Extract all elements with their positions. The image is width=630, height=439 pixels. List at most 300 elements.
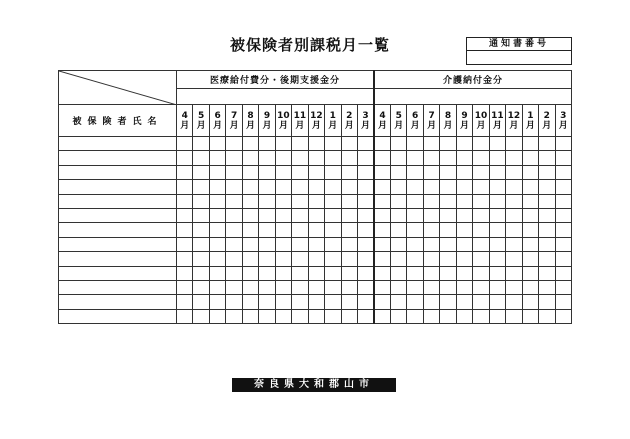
month-cell[interactable] [407,194,423,208]
month-cell[interactable] [292,137,308,151]
month-cell[interactable] [423,180,439,194]
month-cell[interactable] [341,223,357,237]
month-cell[interactable] [506,252,522,266]
month-cell[interactable] [539,151,555,165]
month-cell[interactable] [473,266,489,280]
month-cell[interactable] [489,194,505,208]
month-cell[interactable] [539,252,555,266]
month-cell[interactable] [390,165,406,179]
month-cell[interactable] [440,252,456,266]
month-cell[interactable] [226,237,242,251]
month-cell[interactable] [242,208,258,222]
month-cell[interactable] [555,180,571,194]
insured-name-cell[interactable] [59,309,177,323]
month-cell[interactable] [226,223,242,237]
month-cell[interactable] [325,252,341,266]
month-cell[interactable] [193,208,209,222]
month-cell[interactable] [522,180,538,194]
month-cell[interactable] [374,137,390,151]
month-cell[interactable] [177,180,193,194]
month-cell[interactable] [440,309,456,323]
month-cell[interactable] [506,194,522,208]
insured-name-cell[interactable] [59,237,177,251]
month-cell[interactable] [456,194,472,208]
month-cell[interactable] [341,295,357,309]
month-cell[interactable] [226,309,242,323]
month-cell[interactable] [539,180,555,194]
month-cell[interactable] [325,309,341,323]
month-cell[interactable] [374,309,390,323]
month-cell[interactable] [209,208,225,222]
month-cell[interactable] [555,223,571,237]
month-cell[interactable] [506,295,522,309]
month-cell[interactable] [242,137,258,151]
month-cell[interactable] [177,208,193,222]
month-cell[interactable] [473,252,489,266]
month-cell[interactable] [456,295,472,309]
month-cell[interactable] [407,237,423,251]
month-cell[interactable] [325,208,341,222]
insured-name-cell[interactable] [59,252,177,266]
month-cell[interactable] [357,295,374,309]
month-cell[interactable] [226,137,242,151]
month-cell[interactable] [242,223,258,237]
month-cell[interactable] [259,309,275,323]
month-cell[interactable] [242,237,258,251]
month-cell[interactable] [275,137,291,151]
month-cell[interactable] [357,237,374,251]
month-cell[interactable] [390,223,406,237]
month-cell[interactable] [522,252,538,266]
month-cell[interactable] [193,252,209,266]
month-cell[interactable] [539,208,555,222]
month-cell[interactable] [275,165,291,179]
insured-name-cell[interactable] [59,208,177,222]
month-cell[interactable] [390,137,406,151]
month-cell[interactable] [308,252,324,266]
month-cell[interactable] [177,223,193,237]
month-cell[interactable] [357,194,374,208]
month-cell[interactable] [193,237,209,251]
month-cell[interactable] [440,151,456,165]
month-cell[interactable] [423,266,439,280]
month-cell[interactable] [341,137,357,151]
month-cell[interactable] [357,266,374,280]
month-cell[interactable] [292,295,308,309]
month-cell[interactable] [357,137,374,151]
month-cell[interactable] [522,266,538,280]
month-cell[interactable] [325,223,341,237]
month-cell[interactable] [374,180,390,194]
month-cell[interactable] [209,237,225,251]
month-cell[interactable] [275,280,291,294]
month-cell[interactable] [555,165,571,179]
month-cell[interactable] [308,194,324,208]
month-cell[interactable] [292,280,308,294]
month-cell[interactable] [275,194,291,208]
month-cell[interactable] [177,295,193,309]
month-cell[interactable] [407,280,423,294]
month-cell[interactable] [275,295,291,309]
month-cell[interactable] [440,280,456,294]
month-cell[interactable] [259,137,275,151]
month-cell[interactable] [341,280,357,294]
month-cell[interactable] [440,295,456,309]
month-cell[interactable] [539,194,555,208]
month-cell[interactable] [489,180,505,194]
month-cell[interactable] [341,180,357,194]
month-cell[interactable] [177,194,193,208]
month-cell[interactable] [407,151,423,165]
month-cell[interactable] [357,252,374,266]
month-cell[interactable] [292,309,308,323]
month-cell[interactable] [506,280,522,294]
month-cell[interactable] [390,237,406,251]
month-cell[interactable] [292,223,308,237]
month-cell[interactable] [522,295,538,309]
month-cell[interactable] [489,280,505,294]
month-cell[interactable] [423,194,439,208]
month-cell[interactable] [473,309,489,323]
month-cell[interactable] [555,194,571,208]
month-cell[interactable] [209,165,225,179]
month-cell[interactable] [357,223,374,237]
month-cell[interactable] [522,280,538,294]
month-cell[interactable] [489,223,505,237]
month-cell[interactable] [506,266,522,280]
month-cell[interactable] [226,165,242,179]
month-cell[interactable] [357,309,374,323]
month-cell[interactable] [341,208,357,222]
month-cell[interactable] [308,208,324,222]
month-cell[interactable] [341,309,357,323]
month-cell[interactable] [407,309,423,323]
month-cell[interactable] [177,165,193,179]
month-cell[interactable] [193,266,209,280]
month-cell[interactable] [390,151,406,165]
month-cell[interactable] [539,165,555,179]
month-cell[interactable] [177,237,193,251]
month-cell[interactable] [555,151,571,165]
month-cell[interactable] [242,266,258,280]
month-cell[interactable] [226,151,242,165]
month-cell[interactable] [226,266,242,280]
month-cell[interactable] [423,295,439,309]
month-cell[interactable] [390,266,406,280]
month-cell[interactable] [308,309,324,323]
month-cell[interactable] [423,237,439,251]
insured-name-cell[interactable] [59,165,177,179]
month-cell[interactable] [522,237,538,251]
month-cell[interactable] [374,295,390,309]
month-cell[interactable] [325,180,341,194]
month-cell[interactable] [522,208,538,222]
month-cell[interactable] [226,208,242,222]
month-cell[interactable] [209,295,225,309]
month-cell[interactable] [325,237,341,251]
month-cell[interactable] [407,180,423,194]
month-cell[interactable] [325,266,341,280]
month-cell[interactable] [193,194,209,208]
month-cell[interactable] [539,237,555,251]
month-cell[interactable] [259,295,275,309]
month-cell[interactable] [539,309,555,323]
month-cell[interactable] [242,252,258,266]
month-cell[interactable] [473,137,489,151]
month-cell[interactable] [555,309,571,323]
notice-number-field[interactable] [467,51,571,64]
month-cell[interactable] [308,223,324,237]
month-cell[interactable] [390,295,406,309]
month-cell[interactable] [209,280,225,294]
month-cell[interactable] [341,151,357,165]
month-cell[interactable] [539,266,555,280]
month-cell[interactable] [473,165,489,179]
month-cell[interactable] [522,309,538,323]
month-cell[interactable] [341,266,357,280]
month-cell[interactable] [259,165,275,179]
month-cell[interactable] [259,280,275,294]
month-cell[interactable] [209,180,225,194]
month-cell[interactable] [506,237,522,251]
month-cell[interactable] [275,309,291,323]
month-cell[interactable] [473,295,489,309]
month-cell[interactable] [390,309,406,323]
month-cell[interactable] [357,280,374,294]
month-cell[interactable] [209,137,225,151]
month-cell[interactable] [226,295,242,309]
month-cell[interactable] [407,295,423,309]
month-cell[interactable] [177,151,193,165]
insured-name-cell[interactable] [59,223,177,237]
month-cell[interactable] [374,165,390,179]
month-cell[interactable] [308,237,324,251]
month-cell[interactable] [456,309,472,323]
month-cell[interactable] [374,237,390,251]
month-cell[interactable] [440,165,456,179]
month-cell[interactable] [357,180,374,194]
month-cell[interactable] [325,295,341,309]
month-cell[interactable] [341,165,357,179]
month-cell[interactable] [423,208,439,222]
month-cell[interactable] [440,137,456,151]
month-cell[interactable] [177,280,193,294]
month-cell[interactable] [473,237,489,251]
month-cell[interactable] [440,194,456,208]
month-cell[interactable] [209,309,225,323]
month-cell[interactable] [292,208,308,222]
month-cell[interactable] [308,295,324,309]
month-cell[interactable] [407,165,423,179]
month-cell[interactable] [390,252,406,266]
month-cell[interactable] [489,295,505,309]
month-cell[interactable] [456,280,472,294]
month-cell[interactable] [292,165,308,179]
month-cell[interactable] [440,266,456,280]
month-cell[interactable] [506,137,522,151]
month-cell[interactable] [292,252,308,266]
month-cell[interactable] [308,180,324,194]
month-cell[interactable] [292,180,308,194]
month-cell[interactable] [308,266,324,280]
month-cell[interactable] [390,280,406,294]
month-cell[interactable] [489,309,505,323]
month-cell[interactable] [506,223,522,237]
month-cell[interactable] [440,180,456,194]
month-cell[interactable] [522,137,538,151]
month-cell[interactable] [341,237,357,251]
month-cell[interactable] [275,266,291,280]
month-cell[interactable] [555,280,571,294]
month-cell[interactable] [325,165,341,179]
month-cell[interactable] [390,180,406,194]
month-cell[interactable] [374,151,390,165]
month-cell[interactable] [555,237,571,251]
month-cell[interactable] [555,295,571,309]
month-cell[interactable] [374,280,390,294]
month-cell[interactable] [226,194,242,208]
month-cell[interactable] [407,252,423,266]
month-cell[interactable] [209,252,225,266]
month-cell[interactable] [489,165,505,179]
month-cell[interactable] [506,180,522,194]
month-cell[interactable] [506,208,522,222]
month-cell[interactable] [259,223,275,237]
month-cell[interactable] [193,151,209,165]
insured-name-cell[interactable] [59,180,177,194]
month-cell[interactable] [456,237,472,251]
month-cell[interactable] [242,194,258,208]
month-cell[interactable] [325,194,341,208]
month-cell[interactable] [555,252,571,266]
month-cell[interactable] [506,151,522,165]
month-cell[interactable] [226,252,242,266]
month-cell[interactable] [292,266,308,280]
month-cell[interactable] [473,180,489,194]
month-cell[interactable] [473,151,489,165]
month-cell[interactable] [456,180,472,194]
month-cell[interactable] [522,151,538,165]
month-cell[interactable] [473,280,489,294]
month-cell[interactable] [423,165,439,179]
month-cell[interactable] [440,237,456,251]
month-cell[interactable] [357,151,374,165]
month-cell[interactable] [456,252,472,266]
month-cell[interactable] [423,252,439,266]
month-cell[interactable] [473,208,489,222]
month-cell[interactable] [308,151,324,165]
month-cell[interactable] [374,266,390,280]
month-cell[interactable] [407,223,423,237]
month-cell[interactable] [325,151,341,165]
month-cell[interactable] [308,165,324,179]
month-cell[interactable] [193,309,209,323]
month-cell[interactable] [423,151,439,165]
month-cell[interactable] [226,180,242,194]
month-cell[interactable] [489,137,505,151]
month-cell[interactable] [193,180,209,194]
month-cell[interactable] [489,266,505,280]
month-cell[interactable] [292,237,308,251]
month-cell[interactable] [555,266,571,280]
month-cell[interactable] [456,137,472,151]
month-cell[interactable] [275,208,291,222]
month-cell[interactable] [209,223,225,237]
month-cell[interactable] [242,151,258,165]
month-cell[interactable] [456,266,472,280]
month-cell[interactable] [259,237,275,251]
month-cell[interactable] [275,151,291,165]
month-cell[interactable] [209,194,225,208]
month-cell[interactable] [473,223,489,237]
month-cell[interactable] [522,223,538,237]
month-cell[interactable] [259,266,275,280]
month-cell[interactable] [341,194,357,208]
month-cell[interactable] [242,180,258,194]
month-cell[interactable] [259,180,275,194]
month-cell[interactable] [407,137,423,151]
month-cell[interactable] [226,280,242,294]
month-cell[interactable] [242,309,258,323]
month-cell[interactable] [555,137,571,151]
month-cell[interactable] [522,194,538,208]
month-cell[interactable] [242,295,258,309]
month-cell[interactable] [473,194,489,208]
month-cell[interactable] [374,252,390,266]
month-cell[interactable] [440,208,456,222]
month-cell[interactable] [506,165,522,179]
month-cell[interactable] [259,252,275,266]
month-cell[interactable] [341,252,357,266]
month-cell[interactable] [374,223,390,237]
month-cell[interactable] [242,280,258,294]
month-cell[interactable] [539,137,555,151]
month-cell[interactable] [423,280,439,294]
month-cell[interactable] [193,280,209,294]
month-cell[interactable] [308,280,324,294]
month-cell[interactable] [423,309,439,323]
month-cell[interactable] [489,208,505,222]
month-cell[interactable] [539,295,555,309]
month-cell[interactable] [423,137,439,151]
month-cell[interactable] [209,266,225,280]
month-cell[interactable] [275,180,291,194]
month-cell[interactable] [209,151,225,165]
month-cell[interactable] [177,137,193,151]
month-cell[interactable] [374,194,390,208]
month-cell[interactable] [489,151,505,165]
month-cell[interactable] [407,208,423,222]
insured-name-cell[interactable] [59,266,177,280]
month-cell[interactable] [193,223,209,237]
month-cell[interactable] [440,223,456,237]
month-cell[interactable] [308,137,324,151]
month-cell[interactable] [357,165,374,179]
month-cell[interactable] [522,165,538,179]
month-cell[interactable] [259,194,275,208]
month-cell[interactable] [325,137,341,151]
month-cell[interactable] [506,309,522,323]
month-cell[interactable] [555,208,571,222]
month-cell[interactable] [193,137,209,151]
month-cell[interactable] [456,208,472,222]
month-cell[interactable] [407,266,423,280]
month-cell[interactable] [456,165,472,179]
month-cell[interactable] [259,151,275,165]
month-cell[interactable] [177,266,193,280]
insured-name-cell[interactable] [59,280,177,294]
insured-name-cell[interactable] [59,194,177,208]
